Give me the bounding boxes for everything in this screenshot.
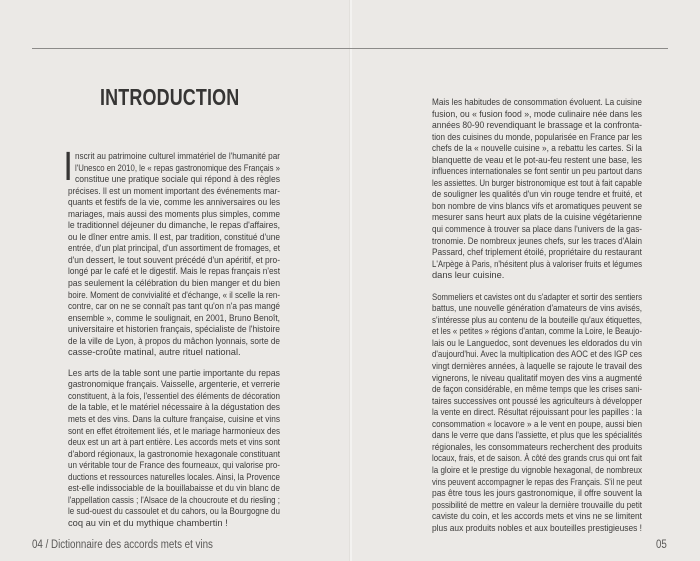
text-line — [68, 414, 280, 426]
text-line-content: universitaire et historien français, spécialiste de l'histoire — [68, 324, 280, 335]
text-line — [68, 197, 280, 209]
text-line-content: pas être tous les jours gastronomique, il offre souvent la — [432, 488, 642, 499]
text-line — [432, 292, 642, 304]
text-line-content: s'intéresse plus au contenu de la bouteille qu'aux étiquettes, — [432, 314, 642, 325]
text-line — [68, 495, 280, 507]
text-line — [68, 151, 280, 163]
text-line — [68, 243, 280, 255]
text-line — [432, 361, 642, 373]
text-line — [432, 315, 642, 327]
text-line-content: précises. Il est un moment important des événements mar- — [68, 185, 280, 196]
text-line-content: chefs de la « nouvelle cuisine », a rebattu les cartes. Si la — [432, 143, 642, 154]
text-line — [68, 347, 280, 359]
text-line — [432, 143, 642, 155]
text-line — [432, 465, 642, 477]
text-line-content: blanquette de veau et le pot-au-feu restent une base, les — [432, 154, 642, 165]
text-line-content: lais ou le Languedoc, sont devenues les eldorados du vin — [432, 337, 642, 348]
text-line — [68, 426, 280, 438]
text-line-content: de la ville de Lyon, à propos du mâchon lyonnais, sorte de — [68, 335, 280, 346]
text-line — [432, 120, 642, 132]
text-line — [68, 220, 280, 232]
text-line — [432, 109, 642, 121]
text-line — [432, 373, 642, 385]
text-line-content: de façon considérable, en même temps que les crises sani- — [432, 384, 642, 395]
text-line-content: un véritable tour de France des fourneaux, qui valorise pro- — [68, 460, 280, 471]
text-line-content: contre, car on ne se connaît pas tant qu'on n'a pas mangé — [68, 301, 280, 312]
text-line — [432, 236, 642, 248]
text-line-content: et les « petites » régions d'antan, comme la Loire, le Beaujo- — [432, 326, 642, 337]
text-line-content: la vente en direct. Résultat réjouissant pour les papilles : la — [432, 407, 642, 418]
text-line — [68, 402, 280, 414]
text-line-content: sont en effet étroitement liés, et le mariage harmonieux des — [68, 425, 280, 436]
text-line-content: tronomie. De nombreux jeunes chefs, sur les traces d'Alain — [432, 235, 642, 246]
text-line-content: influences internationales se font sentir un peu partout dans — [432, 166, 642, 177]
text-line — [432, 430, 642, 442]
text-line-content: constituent, à la fois, l'essentiel des éléments de décoration — [68, 390, 280, 401]
text-line-content: vins peuvent accompagner le repas des Français. S'il ne peut — [432, 476, 642, 487]
text-line — [432, 338, 642, 350]
book-spine — [349, 0, 352, 561]
text-line-content: gastronomique français. Vaisselle, argenterie, et verrerie — [68, 379, 280, 390]
text-line — [68, 437, 280, 449]
text-line-content: Passard, chef triplement étoilé, propriétaire du restaurant — [432, 247, 642, 258]
text-line — [68, 313, 280, 325]
left-column — [68, 151, 280, 530]
text-line — [68, 186, 280, 198]
text-line — [68, 506, 280, 518]
text-line — [68, 209, 280, 221]
text-line — [432, 523, 642, 535]
text-line-content: qui commence à trouver sa place dans l'univers de la gas- — [432, 224, 642, 235]
text-line — [68, 301, 280, 313]
text-line — [68, 449, 280, 461]
text-line — [432, 477, 642, 489]
text-line — [432, 155, 642, 167]
text-line — [68, 290, 280, 302]
text-line-content: ductions et ressources naturelles locales. Ainsi, la Provence — [68, 471, 280, 482]
text-line-content: boire. Moment de convivialité et d'échange, « il scelle la ren- — [68, 289, 280, 300]
text-line — [68, 472, 280, 484]
text-line — [432, 189, 642, 201]
text-line-content: quants et festifs de la vie, comme les anniversaires ou les — [68, 197, 280, 208]
text-line-content: l'appellation cassis ; l'Alsace de la choucroute et du riesling ; — [68, 494, 280, 505]
text-line — [432, 166, 642, 178]
text-line — [68, 174, 280, 186]
text-line — [68, 324, 280, 336]
text-line-content: l'Unesco en 2010, le « repas gastronomique des Français » — [75, 162, 280, 173]
text-line-content: de la table, et le matériel nécessaire à la dégustation des — [68, 402, 280, 413]
footer-page-number-left: 04 / Dictionnaire des accords mets et vins — [32, 539, 213, 551]
text-line-content: taires successives ont poussé les agriculteurs à développer — [432, 395, 642, 406]
text-line-content: années 80-90 revendiquant le brassage et la confronta- — [432, 120, 642, 131]
text-line — [432, 511, 642, 523]
text-line-content: possibilité de mettre en valeur la dernière trouvaille du petit — [432, 499, 642, 510]
text-line-content: d'aujourd'hui. Avec la multiplication des AOC et des IGP ces — [432, 349, 642, 360]
text-line-content: vignerons, le niveau qualitatif moyen des vins a augmenté — [432, 372, 642, 383]
text-line-content: dans leur cuisine. — [432, 270, 505, 281]
text-line — [432, 178, 642, 190]
text-line-content: tion des cuisines du monde, popularisée en France par les — [432, 131, 642, 142]
paragraph — [432, 97, 642, 282]
text-line-content: le traditionnel déjeuner du dimanche, le repas d'affaires, — [68, 220, 280, 231]
footer-page-number-right: 05 — [656, 539, 667, 551]
text-line — [432, 247, 642, 259]
text-line — [432, 201, 642, 213]
text-line — [68, 163, 280, 175]
text-line — [432, 224, 642, 236]
text-line — [432, 349, 642, 361]
text-line-content: d'un dessert, le tout souvent précédé d'un apéritif, et pro- — [68, 254, 280, 265]
text-line-content: ou le dîner entre amis. Il est, par tradition, constitué d'une — [68, 231, 280, 242]
text-line — [68, 278, 280, 290]
text-line — [68, 391, 280, 403]
text-line-content: la gloire et le prestige du vignoble hexagonal, de nombreux — [432, 464, 642, 475]
text-line-content: mariages, mais aussi des moments plus simples, comme — [68, 208, 280, 219]
text-line-content: mets et des vins. Dans la culture française, cuisine et vins — [68, 414, 280, 425]
text-line — [432, 259, 642, 271]
text-line-content: casse-croûte matinal, autre rituel national. — [68, 347, 241, 358]
text-line — [68, 379, 280, 391]
text-line — [432, 132, 642, 144]
text-line-content: pas seulement la célébration du bien manger et du bien — [68, 278, 280, 289]
text-line-content: les assiettes. Un burger bistronomique est tout à fait capable — [432, 177, 642, 188]
text-line-content: plus aux produits nobles et aux bouteilles prestigieuses ! — [432, 522, 642, 533]
text-line-content: régionales, les consommateurs recherchent des produits — [432, 441, 642, 452]
text-line — [432, 97, 642, 109]
text-line — [432, 453, 642, 465]
text-line-content: bon nombre de vins blancs vifs et aromatiques peuvent se — [432, 200, 642, 211]
text-line-content: le sud-ouest du cassoulet et du cahors, ou la Bourgogne du — [68, 506, 280, 517]
text-line-content: nscrit au patrimoine culturel immatériel de l'humanité par — [75, 151, 280, 161]
text-line — [432, 270, 642, 282]
text-line-content: consommation « locavore » a le vent en poupe, aussi bien — [432, 418, 642, 429]
text-line — [432, 303, 642, 315]
text-line — [432, 500, 642, 512]
text-line-content: longé par le café et le digestif. Mais le repas français n'est — [68, 266, 280, 277]
right-column — [432, 97, 642, 534]
text-line — [68, 368, 280, 380]
text-line-content: entrée, d'un plat principal, d'un assortiment de fromages, et — [68, 243, 280, 254]
text-line-content: locaux, frais, et de saison. À côté des grands crus qui ont fait — [432, 453, 642, 464]
text-line-content: mesurer sans heurt aux plats de la cuisine végétarienne — [432, 212, 642, 223]
text-line-content: est-elle indissociable de la bouillabaisse et du vin blanc de — [68, 483, 280, 494]
paragraph — [68, 151, 280, 359]
text-line-content: fusion, ou « fusion food », mode culinaire née dans les — [432, 108, 642, 119]
text-line-content: d'abord régionaux, la gastronomie hexagonale constituant — [68, 448, 280, 459]
text-line-content: L'Arpège à Paris, n'hésitent plus à valoriser fruits et légumes — [432, 258, 642, 269]
text-line-content: Sommeliers et cavistes ont du s'adapter et sortir des sentiers — [432, 291, 642, 302]
text-line — [432, 419, 642, 431]
text-line — [432, 384, 642, 396]
text-line-content: coq au vin et du mythique chambertin ! — [68, 517, 228, 528]
header-rule — [32, 48, 668, 49]
text-line — [432, 326, 642, 338]
text-line — [68, 483, 280, 495]
text-line — [68, 518, 280, 530]
drop-cap: I — [65, 143, 72, 189]
text-line — [68, 232, 280, 244]
text-line — [68, 266, 280, 278]
text-line — [432, 396, 642, 408]
text-line — [432, 212, 642, 224]
text-line — [432, 488, 642, 500]
text-line-content: constitue une pratique sociale qui répond à des règles — [75, 174, 280, 185]
text-line-content: caviste du coin, et les accords mets et vins ne se limitent — [432, 511, 642, 522]
paragraph — [68, 368, 280, 530]
text-line-content: battus, une nouvelle génération d'amateurs de vins avisés, — [432, 303, 642, 314]
text-line-content: dans le verre que dans l'assiette, et plus que les spécialités — [432, 430, 642, 441]
text-line — [432, 407, 642, 419]
text-line-content: ensemble », comme le soulignait, en 2001, Bruno Benoît, — [68, 312, 280, 323]
text-line-content: Les arts de la table sont une partie importante du repas — [68, 367, 280, 378]
text-line — [432, 442, 642, 454]
text-line — [68, 255, 280, 267]
text-line-content: Mais les habitudes de consommation évoluent. La cuisine — [432, 97, 642, 107]
text-line — [68, 460, 280, 472]
page-title: INTRODUCTION — [100, 84, 240, 110]
paragraph — [432, 292, 642, 534]
text-line-content: deux est un art à part entière. Les accords mets et vins sont — [68, 437, 280, 448]
text-line — [68, 336, 280, 348]
text-line-content: de souligner les qualités d'un vin rouge tendre et fruité, et — [432, 189, 642, 200]
text-line-content: vingt dernières années, à laquelle se rajoute le travail des — [432, 361, 642, 372]
